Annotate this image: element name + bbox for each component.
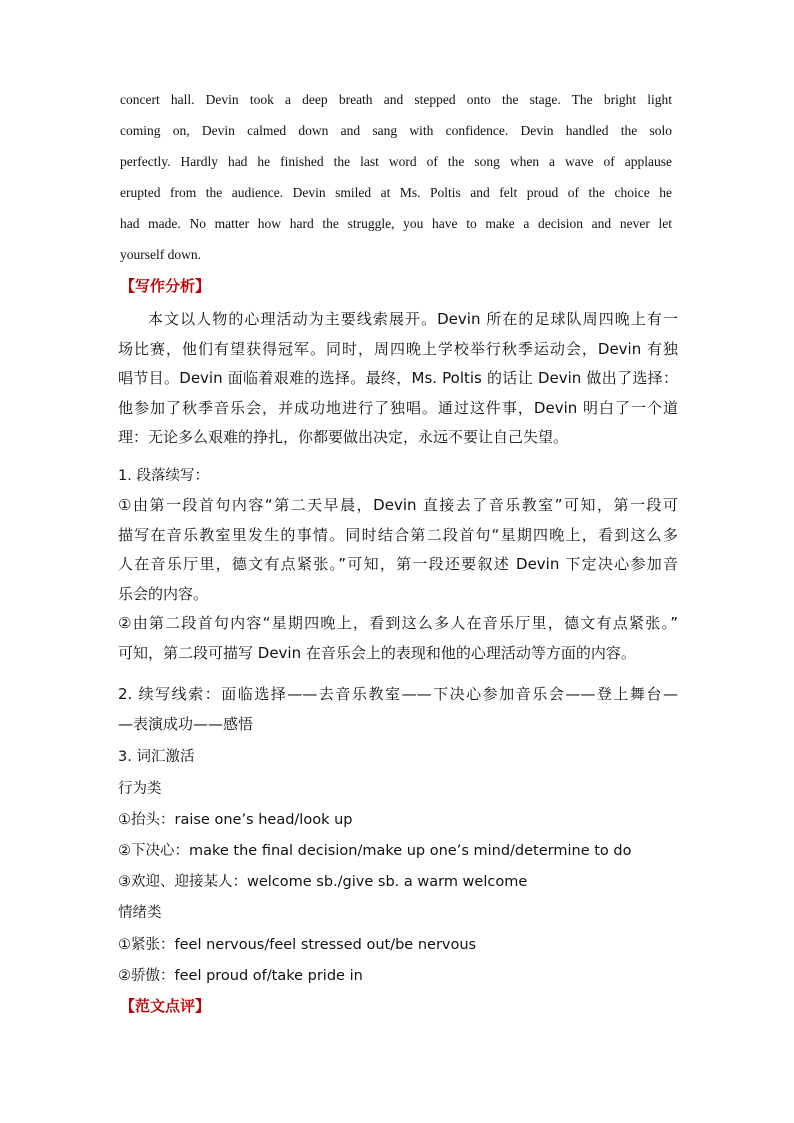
section-1-line: 人在音乐厅里，德文有点紧张。”可知，第一段还要叙述 Devin 下定决心参加音 (118, 555, 678, 573)
category-behavior: 行为类 (118, 781, 162, 797)
section-2-line: 2. 续写线索：面临选择——去音乐教室——下决心参加音乐会——登上舞台— (118, 685, 678, 703)
heading-writing-analysis: 【写作分析】 (120, 277, 211, 295)
category-emotion: 情绪类 (118, 905, 162, 921)
analysis-line: 唱节目。Devin 面临着艰难的选择。最终，Ms. Poltis 的话让 Devin 做出了选择： (118, 369, 678, 387)
analysis-line: 他参加了秋季音乐会，并成功地进行了独唱。通过这件事，Devin 明白了一个道 (118, 398, 678, 417)
section-1-title: 1. 段落续写： (118, 468, 209, 484)
section-3-title: 3. 词汇激活 (118, 749, 195, 765)
section-1-content (118, 491, 678, 668)
section-1-line: 描写在音乐教室里发生的事情。同时结合第二段首句“星期四晚上，看到这么多 (118, 525, 678, 544)
analysis-line: 场比赛，他们有望获得冠军。同时，周四晚上学校举行秋季运动会，Devin 有独 (118, 339, 678, 358)
section-1-line: 乐会的内容。 (118, 584, 209, 603)
english-line: had made. No matter how hard the struggle, you have to make a decision and never let (120, 216, 672, 231)
section-1-line: ①由第一段首句内容“第二天早晨，Devin 直接去了音乐教室”可知，第一段可 (118, 496, 678, 514)
english-line: erupted from the audience. Devin smiled at Ms. Poltis and felt proud of the choice he (120, 185, 672, 200)
behavior-item: ②下决心：make the final decision/make up one’s mind/determine to do (118, 843, 632, 859)
analysis-paragraph (118, 305, 678, 453)
english-paragraph (120, 84, 672, 270)
section-1-line: ②由第二段首句内容“星期四晚上，看到这么多人在音乐厅里，德文有点紧张。” (118, 614, 678, 632)
heading-model-review: 【范文点评】 (120, 997, 211, 1015)
emotion-item: ①紧张：feel nervous/feel stressed out/be nervous (118, 937, 477, 953)
section-2-content (118, 680, 678, 739)
behavior-item: ①抬头：raise one’s head/look up (118, 812, 353, 828)
behavior-item: ③欢迎、迎接某人：welcome sb./give sb. a warm welcome (118, 874, 528, 890)
analysis-line: 理：无论多么艰难的挣扎，你都要做出决定，永远不要让自己失望。 (118, 428, 569, 446)
emotion-item: ②骄傲：feel proud of/take pride in (118, 968, 363, 984)
english-line: yourself down. (120, 247, 201, 262)
analysis-line: 本文以人物的心理活动为主要线索展开。Devin 所在的足球队周四晚上有一 (148, 310, 678, 328)
english-line: concert hall. Devin took a deep breath and stepped onto the stage. The bright light (120, 92, 672, 107)
english-line: perfectly. Hardly had he finished the last word of the song when a wave of applause (120, 154, 672, 169)
section-2-line: —表演成功——感悟 (118, 714, 254, 733)
english-line: coming on, Devin calmed down and sang with confidence. Devin handled the solo (120, 123, 672, 138)
section-1-line: 可知，第二段可描写 Devin 在音乐会上的表现和他的心理活动等方面的内容。 (118, 643, 636, 662)
